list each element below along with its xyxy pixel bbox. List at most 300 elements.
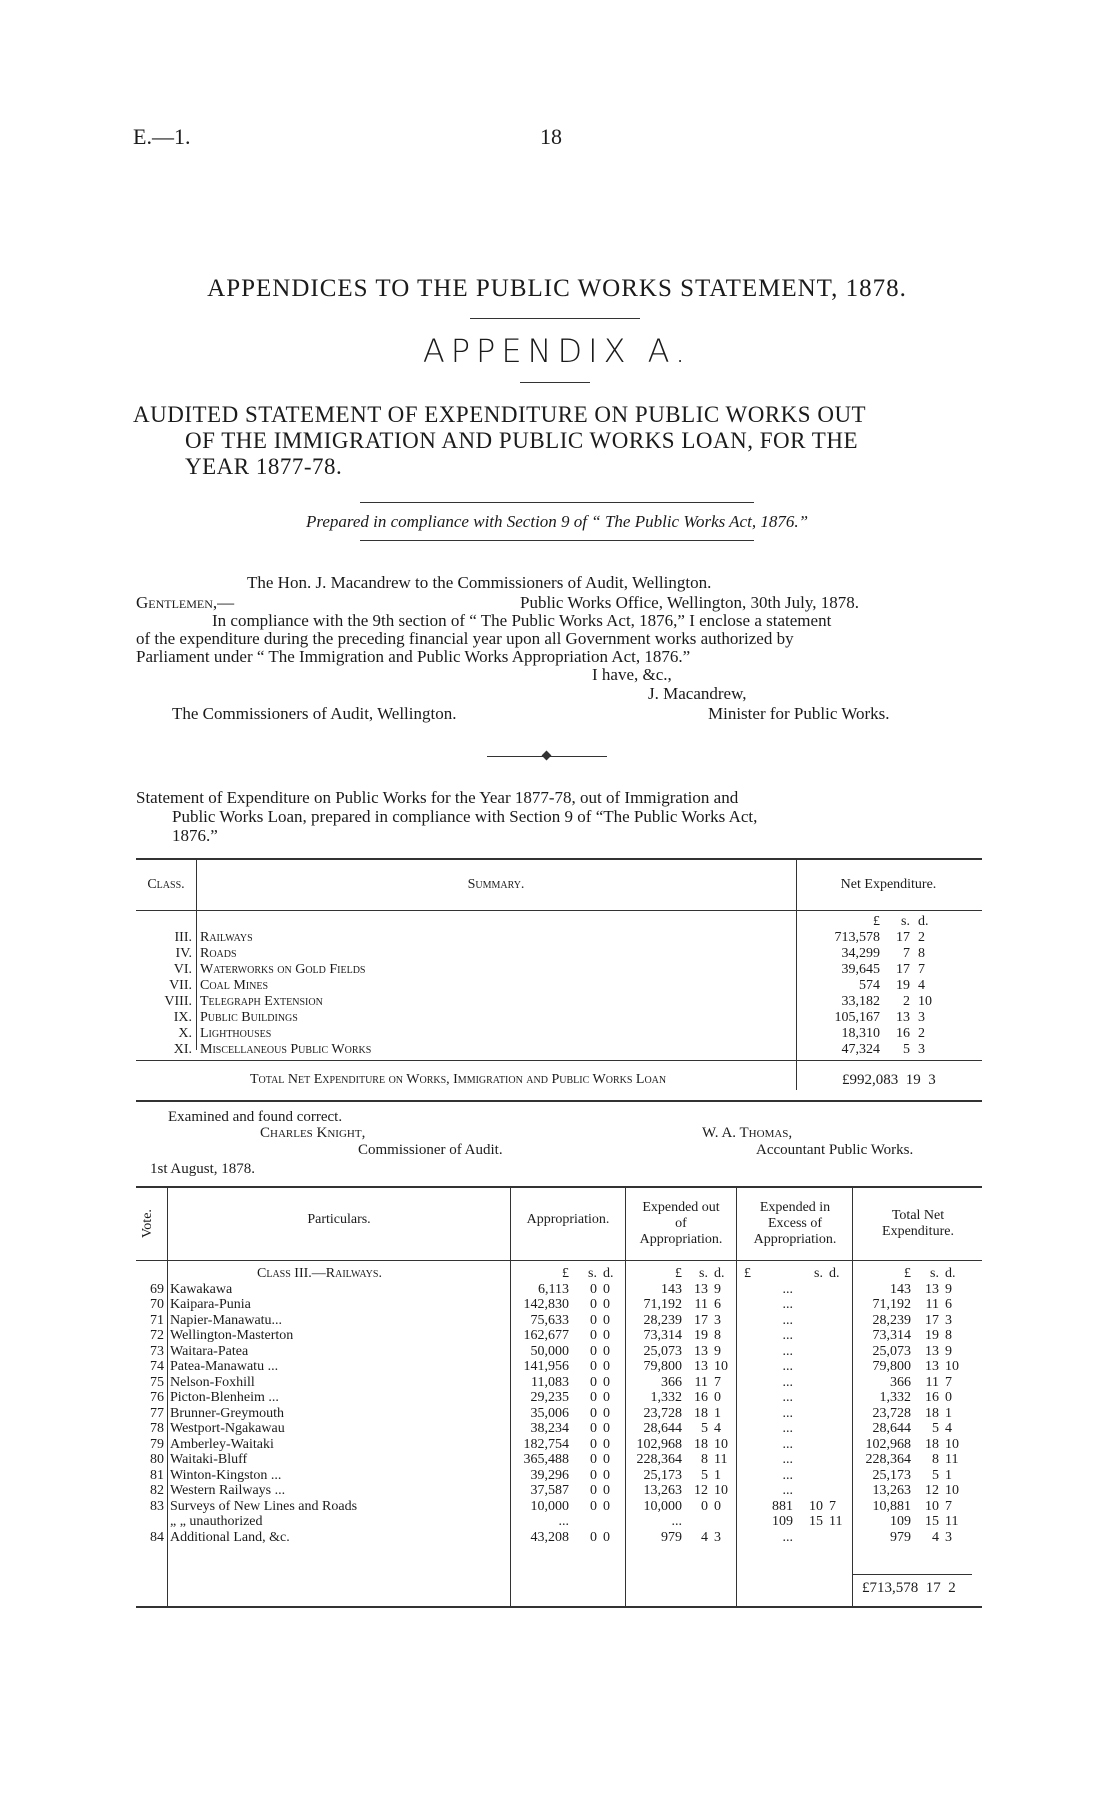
- e-pounds: 23,728: [643, 1405, 682, 1421]
- vote-number: 81: [150, 1467, 164, 1483]
- t-shillings: 13: [925, 1359, 939, 1374]
- a-pence: 0: [603, 1452, 610, 1467]
- summary-pence: 3: [918, 1042, 925, 1057]
- t-pence: 1: [945, 1467, 952, 1483]
- statement-line-1: Statement of Expenditure on Public Works for the Year 1877-78, out of Immigration and: [136, 788, 739, 807]
- a-shillings: 0: [590, 1281, 597, 1297]
- t-pence: 3: [945, 1529, 952, 1545]
- summary-table: [136, 914, 982, 1058]
- a-shillings: 0: [590, 1467, 597, 1483]
- vote-number: 74: [150, 1359, 164, 1374]
- summary-name: Miscellaneous Public Works: [200, 1042, 372, 1057]
- table-row: [136, 1328, 982, 1344]
- t-shillings: 10: [925, 1498, 939, 1514]
- x-shillings: [796, 1406, 826, 1422]
- unit-shillings: s.: [814, 1266, 823, 1281]
- table-row: [136, 1514, 982, 1530]
- t-pence: 8: [945, 1328, 952, 1343]
- t-pounds: 79,800: [872, 1359, 911, 1374]
- ornamental-divider: [487, 750, 607, 762]
- e-pence: 1: [714, 1467, 721, 1483]
- summary-name: Lighthouses: [200, 1026, 272, 1041]
- audited-title-line-1: AUDITED STATEMENT OF EXPENDITURE ON PUBLIC WORKS OUT: [133, 402, 867, 427]
- e-shillings: 18: [694, 1436, 708, 1452]
- page-number: 18: [540, 124, 562, 149]
- statement-line-3: 1876.”: [172, 826, 218, 845]
- e-shillings: 13: [694, 1281, 708, 1297]
- x-pence: [826, 1297, 852, 1313]
- summary-pounds: 18,310: [841, 1026, 880, 1041]
- summary-shillings: 5: [903, 1042, 910, 1057]
- examined-line: Examined and found correct.: [168, 1109, 343, 1125]
- a-pence: 0: [603, 1529, 610, 1545]
- a-pence: 0: [603, 1483, 610, 1498]
- e-pence: 9: [714, 1281, 721, 1297]
- a-pounds: 39,296: [530, 1467, 569, 1483]
- a-pence: 0: [603, 1281, 610, 1297]
- table-row: [136, 1390, 982, 1406]
- letter-body-line-2: of the expenditure during the preceding financial year upon all Government works authorized by: [136, 629, 794, 648]
- x-shillings: [796, 1328, 826, 1344]
- t-pounds: 23,728: [872, 1405, 911, 1421]
- x-shillings: 15: [809, 1514, 823, 1529]
- t-shillings: 12: [925, 1483, 939, 1498]
- t-pounds: 102,968: [865, 1436, 911, 1452]
- summary-pounds: 574: [859, 978, 880, 993]
- summary-pence: 10: [918, 994, 932, 1009]
- vote-number: 76: [150, 1390, 164, 1405]
- e-shillings: 13: [694, 1359, 708, 1374]
- x-pounds: ...: [782, 1390, 793, 1405]
- t-pence: 7: [945, 1498, 952, 1514]
- e-shillings: 11: [694, 1374, 708, 1390]
- e-pence: 0: [714, 1390, 721, 1405]
- a-shillings: 0: [590, 1374, 597, 1390]
- t-pounds: 25,173: [872, 1467, 911, 1483]
- detail-header-particulars: Particulars.: [307, 1212, 371, 1227]
- t-pence: 9: [945, 1281, 952, 1297]
- t-pounds: 979: [890, 1529, 911, 1545]
- a-pounds: 365,488: [523, 1452, 569, 1467]
- a-pence: 0: [603, 1328, 610, 1343]
- t-pence: 9: [945, 1343, 952, 1359]
- e-shillings: 5: [701, 1421, 708, 1436]
- t-pence: 11: [945, 1514, 959, 1529]
- table-row: [136, 1344, 982, 1360]
- e-pence: 9: [714, 1343, 721, 1359]
- particulars: „ „ unauthorized: [170, 1514, 263, 1529]
- detail-header-vote: [136, 1198, 167, 1254]
- x-pence: [826, 1390, 852, 1406]
- e-pence: 3: [714, 1529, 721, 1545]
- x-pounds: ...: [782, 1421, 793, 1436]
- particulars: Picton-Blenheim ...: [170, 1390, 279, 1405]
- summary-header-class-label: Class.: [147, 877, 185, 892]
- a-pounds: 182,754: [523, 1436, 569, 1452]
- detail-table: [136, 1266, 982, 1545]
- a-pence: [600, 1514, 625, 1530]
- x-pounds: 109: [772, 1514, 793, 1529]
- unit-pence: d.: [603, 1266, 614, 1281]
- x-shillings: [796, 1468, 826, 1484]
- a-pence: 0: [603, 1405, 610, 1421]
- x-shillings: [796, 1483, 826, 1499]
- t-pence: 10: [945, 1359, 959, 1374]
- particulars: Nelson-Foxhill: [170, 1374, 255, 1390]
- vote-number: 79: [150, 1436, 164, 1452]
- t-pence: 10: [945, 1436, 959, 1452]
- letter-addressee: The Commissioners of Audit, Wellington.: [172, 704, 457, 723]
- summary-class: IX.: [173, 1010, 192, 1025]
- e-pence: [711, 1514, 736, 1530]
- letter-signer-title: Minister for Public Works.: [708, 704, 890, 723]
- unit-shillings: s.: [901, 914, 910, 929]
- e-shillings: 12: [694, 1483, 708, 1498]
- x-shillings: [796, 1297, 826, 1313]
- t-shillings: 16: [925, 1390, 939, 1405]
- t-pounds: 143: [890, 1281, 911, 1297]
- table-row: [136, 1421, 982, 1437]
- e-pounds: 73,314: [643, 1328, 682, 1343]
- e-pence: 4: [714, 1421, 721, 1436]
- divider: [470, 318, 640, 319]
- particulars: Kaipara-Punia: [170, 1297, 251, 1312]
- e-pounds: 28,644: [643, 1421, 682, 1436]
- summary-header-net: Net Expenditure.: [840, 877, 937, 892]
- e-pounds: 71,192: [643, 1297, 682, 1312]
- t-shillings: 18: [925, 1405, 939, 1421]
- a-pounds: ...: [558, 1514, 569, 1529]
- t-shillings: 5: [932, 1467, 939, 1483]
- summary-name: Roads: [200, 946, 237, 961]
- summary-name: Telegraph Extension: [200, 994, 323, 1009]
- x-pence: [826, 1328, 852, 1344]
- table-row: [136, 1297, 982, 1313]
- x-pence: [826, 1406, 852, 1422]
- x-pence: [826, 1530, 852, 1546]
- t-shillings: 11: [925, 1297, 939, 1312]
- auditor-title: Commissioner of Audit.: [358, 1142, 503, 1158]
- letter-salutation: Gentlemen,—: [136, 593, 235, 612]
- a-pounds: 10,000: [530, 1498, 569, 1514]
- particulars: Patea-Manawatu ...: [170, 1359, 279, 1374]
- x-pence: [826, 1468, 852, 1484]
- a-shillings: 0: [590, 1343, 597, 1359]
- vote-number: 82: [150, 1483, 164, 1498]
- a-pounds: 50,000: [530, 1343, 569, 1359]
- grand-total-rule: [852, 1574, 972, 1575]
- t-pounds: 25,073: [872, 1343, 911, 1359]
- examined-date: 1st August, 1878.: [150, 1161, 256, 1177]
- unit-pence: d.: [945, 1266, 956, 1281]
- summary-class: VIII.: [164, 994, 192, 1009]
- prepared-note: Prepared in compliance with Section 9 of “ The Public Works Act, 1876.”: [305, 512, 809, 531]
- e-pounds: 366: [661, 1374, 682, 1390]
- x-pence: [826, 1437, 852, 1453]
- table-row: [136, 1499, 982, 1515]
- summary-name: Public Buildings: [200, 1010, 298, 1025]
- detail-header-excess: Expended in Excess of Appropriation.: [753, 1200, 837, 1247]
- a-pence: 0: [603, 1436, 610, 1452]
- accountant-title: Accountant Public Works.: [756, 1142, 914, 1158]
- unit-shillings: s.: [588, 1266, 597, 1281]
- summary-pence: 3: [918, 1010, 925, 1025]
- divider: [360, 540, 754, 541]
- class-heading: Class III.—Railways.: [257, 1266, 382, 1281]
- x-shillings: [796, 1437, 826, 1453]
- grand-total: £713,578 17 2: [862, 1580, 956, 1596]
- summary-shillings: 2: [903, 994, 910, 1009]
- particulars: Western Railways ...: [170, 1483, 286, 1498]
- e-pence: 10: [714, 1359, 728, 1374]
- a-pence: 0: [603, 1498, 610, 1514]
- a-pence: 0: [603, 1390, 610, 1405]
- detail-class-heading-row: [136, 1266, 982, 1282]
- a-shillings: 0: [590, 1421, 597, 1436]
- e-pence: 6: [714, 1297, 721, 1312]
- summary-name: Coal Mines: [200, 978, 269, 993]
- e-pence: 0: [714, 1498, 721, 1514]
- summary-shillings: 17: [896, 930, 910, 945]
- x-pounds: ...: [782, 1405, 793, 1421]
- a-pence: 0: [603, 1343, 610, 1359]
- x-pence: [826, 1282, 852, 1298]
- unit-pounds: £: [562, 1266, 569, 1281]
- accountant-name: W. A. Thomas,: [702, 1125, 793, 1141]
- a-pence: 0: [603, 1359, 610, 1374]
- a-pence: 0: [603, 1374, 610, 1390]
- summary-units-row: [136, 914, 982, 930]
- summary-row: [136, 1010, 982, 1026]
- particulars: Brunner-Greymouth: [170, 1405, 285, 1421]
- a-shillings: 0: [590, 1312, 597, 1328]
- x-shillings: [796, 1390, 826, 1406]
- x-pence: 11: [829, 1514, 843, 1529]
- summary-shillings: 7: [903, 946, 910, 961]
- table-row: [136, 1406, 982, 1422]
- summary-header-summary-label: Summary.: [467, 877, 525, 892]
- unit-pence: d.: [714, 1266, 725, 1281]
- t-pence: 10: [945, 1483, 959, 1498]
- x-pence: [826, 1421, 852, 1437]
- a-pounds: 142,830: [523, 1297, 569, 1312]
- summary-pence: 2: [918, 930, 925, 945]
- letter-heading: The Hon. J. Macandrew to the Commissioners of Audit, Wellington.: [247, 573, 712, 592]
- summary-pounds: 33,182: [841, 994, 880, 1009]
- x-pounds: ...: [782, 1374, 793, 1390]
- x-pence: [826, 1359, 852, 1375]
- t-pence: 3: [945, 1312, 952, 1328]
- a-pounds: 38,234: [530, 1421, 569, 1436]
- table-row: [136, 1452, 982, 1468]
- appendix-heading: APPENDIX A.: [422, 332, 692, 370]
- unit-pence: d.: [918, 914, 929, 929]
- e-shillings: 5: [701, 1467, 708, 1483]
- table-row: [136, 1282, 982, 1298]
- detail-header-expended-out: Expended out of Appropriation.: [639, 1200, 723, 1247]
- summary-pounds: 39,645: [841, 962, 880, 977]
- a-pounds: 6,113: [538, 1281, 569, 1297]
- letter-body-line-1: In compliance with the 9th section of “ The Public Works Act, 1876,” I enclose a statement: [212, 611, 832, 630]
- vote-number: 75: [150, 1374, 164, 1390]
- a-shillings: [572, 1514, 600, 1530]
- vote-number: 84: [150, 1529, 164, 1545]
- t-pence: 4: [945, 1421, 952, 1436]
- x-pence: [826, 1313, 852, 1329]
- a-pounds: 162,677: [523, 1328, 569, 1343]
- x-shillings: [796, 1530, 826, 1546]
- summary-shillings: 19: [896, 978, 910, 993]
- particulars: Napier-Manawatu...: [170, 1312, 283, 1328]
- unit-pounds: £: [904, 1266, 911, 1281]
- table-row: [136, 1313, 982, 1329]
- summary-class: III.: [174, 930, 192, 945]
- x-shillings: [796, 1313, 826, 1329]
- unit-pounds: £: [873, 914, 880, 929]
- a-shillings: 0: [590, 1328, 597, 1343]
- table-row: [136, 1359, 982, 1375]
- a-pence: 0: [603, 1421, 610, 1436]
- x-shillings: [796, 1344, 826, 1360]
- summary-total-rule: [136, 1060, 982, 1061]
- summary-name: Railways: [200, 930, 253, 945]
- x-pounds: ...: [782, 1529, 793, 1545]
- x-pounds: ...: [782, 1467, 793, 1483]
- a-pence: 0: [603, 1297, 610, 1312]
- e-shillings: 16: [694, 1390, 708, 1405]
- divider: [520, 382, 590, 383]
- x-pounds: ...: [782, 1436, 793, 1452]
- summary-pounds: 47,324: [841, 1042, 880, 1057]
- summary-pounds: 34,299: [841, 946, 880, 961]
- e-pence: 8: [714, 1328, 721, 1343]
- summary-pence: 2: [918, 1026, 925, 1041]
- summary-row: [136, 946, 982, 962]
- t-pence: 7: [945, 1374, 952, 1390]
- t-shillings: 8: [932, 1452, 939, 1467]
- e-pounds: 10,000: [643, 1498, 682, 1514]
- audited-statement-title: [133, 402, 983, 480]
- a-pounds: 75,633: [530, 1312, 569, 1328]
- summary-total-value: £992,083 19 3: [842, 1072, 936, 1088]
- detail-header-appropriation: Appropriation.: [526, 1212, 610, 1227]
- e-pounds: 79,800: [643, 1359, 682, 1374]
- vote-number: 77: [150, 1405, 164, 1421]
- e-shillings: 17: [694, 1312, 708, 1328]
- e-pounds: 228,364: [636, 1452, 682, 1467]
- t-pounds: 73,314: [872, 1328, 911, 1343]
- particulars: Waitaki-Bluff: [170, 1452, 248, 1467]
- table-row: [136, 1437, 982, 1453]
- summary-row: [136, 994, 982, 1010]
- a-pounds: 43,208: [530, 1529, 569, 1545]
- a-shillings: 0: [590, 1359, 597, 1374]
- e-shillings: 11: [694, 1297, 708, 1312]
- particulars: Winton-Kingston ...: [170, 1467, 282, 1483]
- e-shillings: 18: [694, 1405, 708, 1421]
- summary-row: [136, 930, 982, 946]
- summary-class: XI.: [173, 1042, 192, 1057]
- a-shillings: 0: [590, 1529, 597, 1545]
- t-shillings: 17: [925, 1312, 939, 1328]
- page-title: APPENDICES TO THE PUBLIC WORKS STATEMENT, 1878.: [207, 275, 907, 302]
- e-pence: 1: [714, 1405, 721, 1421]
- a-pence: 0: [603, 1312, 610, 1328]
- summary-row: [136, 1026, 982, 1042]
- table-row: [136, 1468, 982, 1484]
- t-shillings: 13: [925, 1343, 939, 1359]
- t-pounds: 13,263: [872, 1483, 911, 1498]
- unit-shillings: s.: [930, 1266, 939, 1281]
- t-pounds: 109: [890, 1514, 911, 1529]
- particulars: Surveys of New Lines and Roads: [170, 1498, 358, 1514]
- a-shillings: 0: [590, 1297, 597, 1312]
- t-pounds: 228,364: [865, 1452, 911, 1467]
- e-shillings: 13: [694, 1343, 708, 1359]
- summary-class: VII.: [169, 978, 192, 993]
- summary-pounds: 713,578: [834, 930, 880, 945]
- unit-pounds: £: [744, 1266, 751, 1281]
- x-pence: [826, 1375, 852, 1391]
- e-shillings: [685, 1514, 711, 1530]
- statement-line-2: Public Works Loan, prepared in compliance with Section 9 of “The Public Works Act,: [172, 807, 758, 826]
- summary-bottom-rule: [136, 1100, 982, 1102]
- diamond-icon: [542, 751, 552, 761]
- summary-header-summary: [196, 860, 796, 910]
- e-pounds: 143: [661, 1281, 682, 1297]
- summary-total-label: Total Net Expenditure on Works, Immigration and Public Works Loan: [250, 1072, 667, 1087]
- a-pounds: 141,956: [523, 1359, 569, 1374]
- e-pounds: 25,173: [643, 1467, 682, 1483]
- letter-signer: J. Macandrew,: [648, 684, 747, 703]
- a-pounds: 37,587: [530, 1483, 569, 1498]
- detail-header-vote-label: Vote.: [140, 1209, 155, 1238]
- summary-shillings: 13: [896, 1010, 910, 1025]
- e-shillings: 19: [694, 1328, 708, 1343]
- audited-title-line-2: OF THE IMMIGRATION AND PUBLIC WORKS LOAN, FOR THE: [185, 428, 859, 453]
- t-pounds: 28,644: [872, 1421, 911, 1436]
- e-pence: 10: [714, 1436, 728, 1452]
- t-pence: 0: [945, 1390, 952, 1405]
- summary-row: [136, 1042, 982, 1058]
- x-shillings: [796, 1375, 826, 1391]
- x-shillings: [796, 1282, 826, 1298]
- detail-header-total: Total Net Expenditure.: [882, 1208, 954, 1239]
- e-pounds: ...: [671, 1514, 682, 1529]
- a-pounds: 35,006: [530, 1405, 569, 1421]
- e-pence: 10: [714, 1483, 728, 1498]
- unit-pounds: £: [675, 1266, 682, 1281]
- statement-intro: [136, 788, 982, 845]
- summary-pence: 8: [918, 946, 925, 961]
- summary-shillings: 16: [896, 1026, 910, 1041]
- vote-number: 83: [150, 1498, 164, 1514]
- t-pounds: 366: [890, 1374, 911, 1390]
- e-shillings: 8: [701, 1452, 708, 1467]
- unit-shillings: s.: [699, 1266, 708, 1281]
- t-pence: 1: [945, 1405, 952, 1421]
- x-shillings: 10: [809, 1498, 823, 1514]
- x-pence: 7: [829, 1498, 836, 1514]
- x-pounds: ...: [782, 1343, 793, 1359]
- t-pounds: 71,192: [872, 1297, 911, 1312]
- x-pounds: 881: [772, 1498, 793, 1514]
- vote-number: [136, 1514, 167, 1530]
- e-pounds: 1,332: [650, 1390, 682, 1405]
- vote-number: 71: [150, 1312, 164, 1328]
- x-pence: [826, 1483, 852, 1499]
- letter-office-date: Public Works Office, Wellington, 30th July, 1878.: [520, 593, 859, 612]
